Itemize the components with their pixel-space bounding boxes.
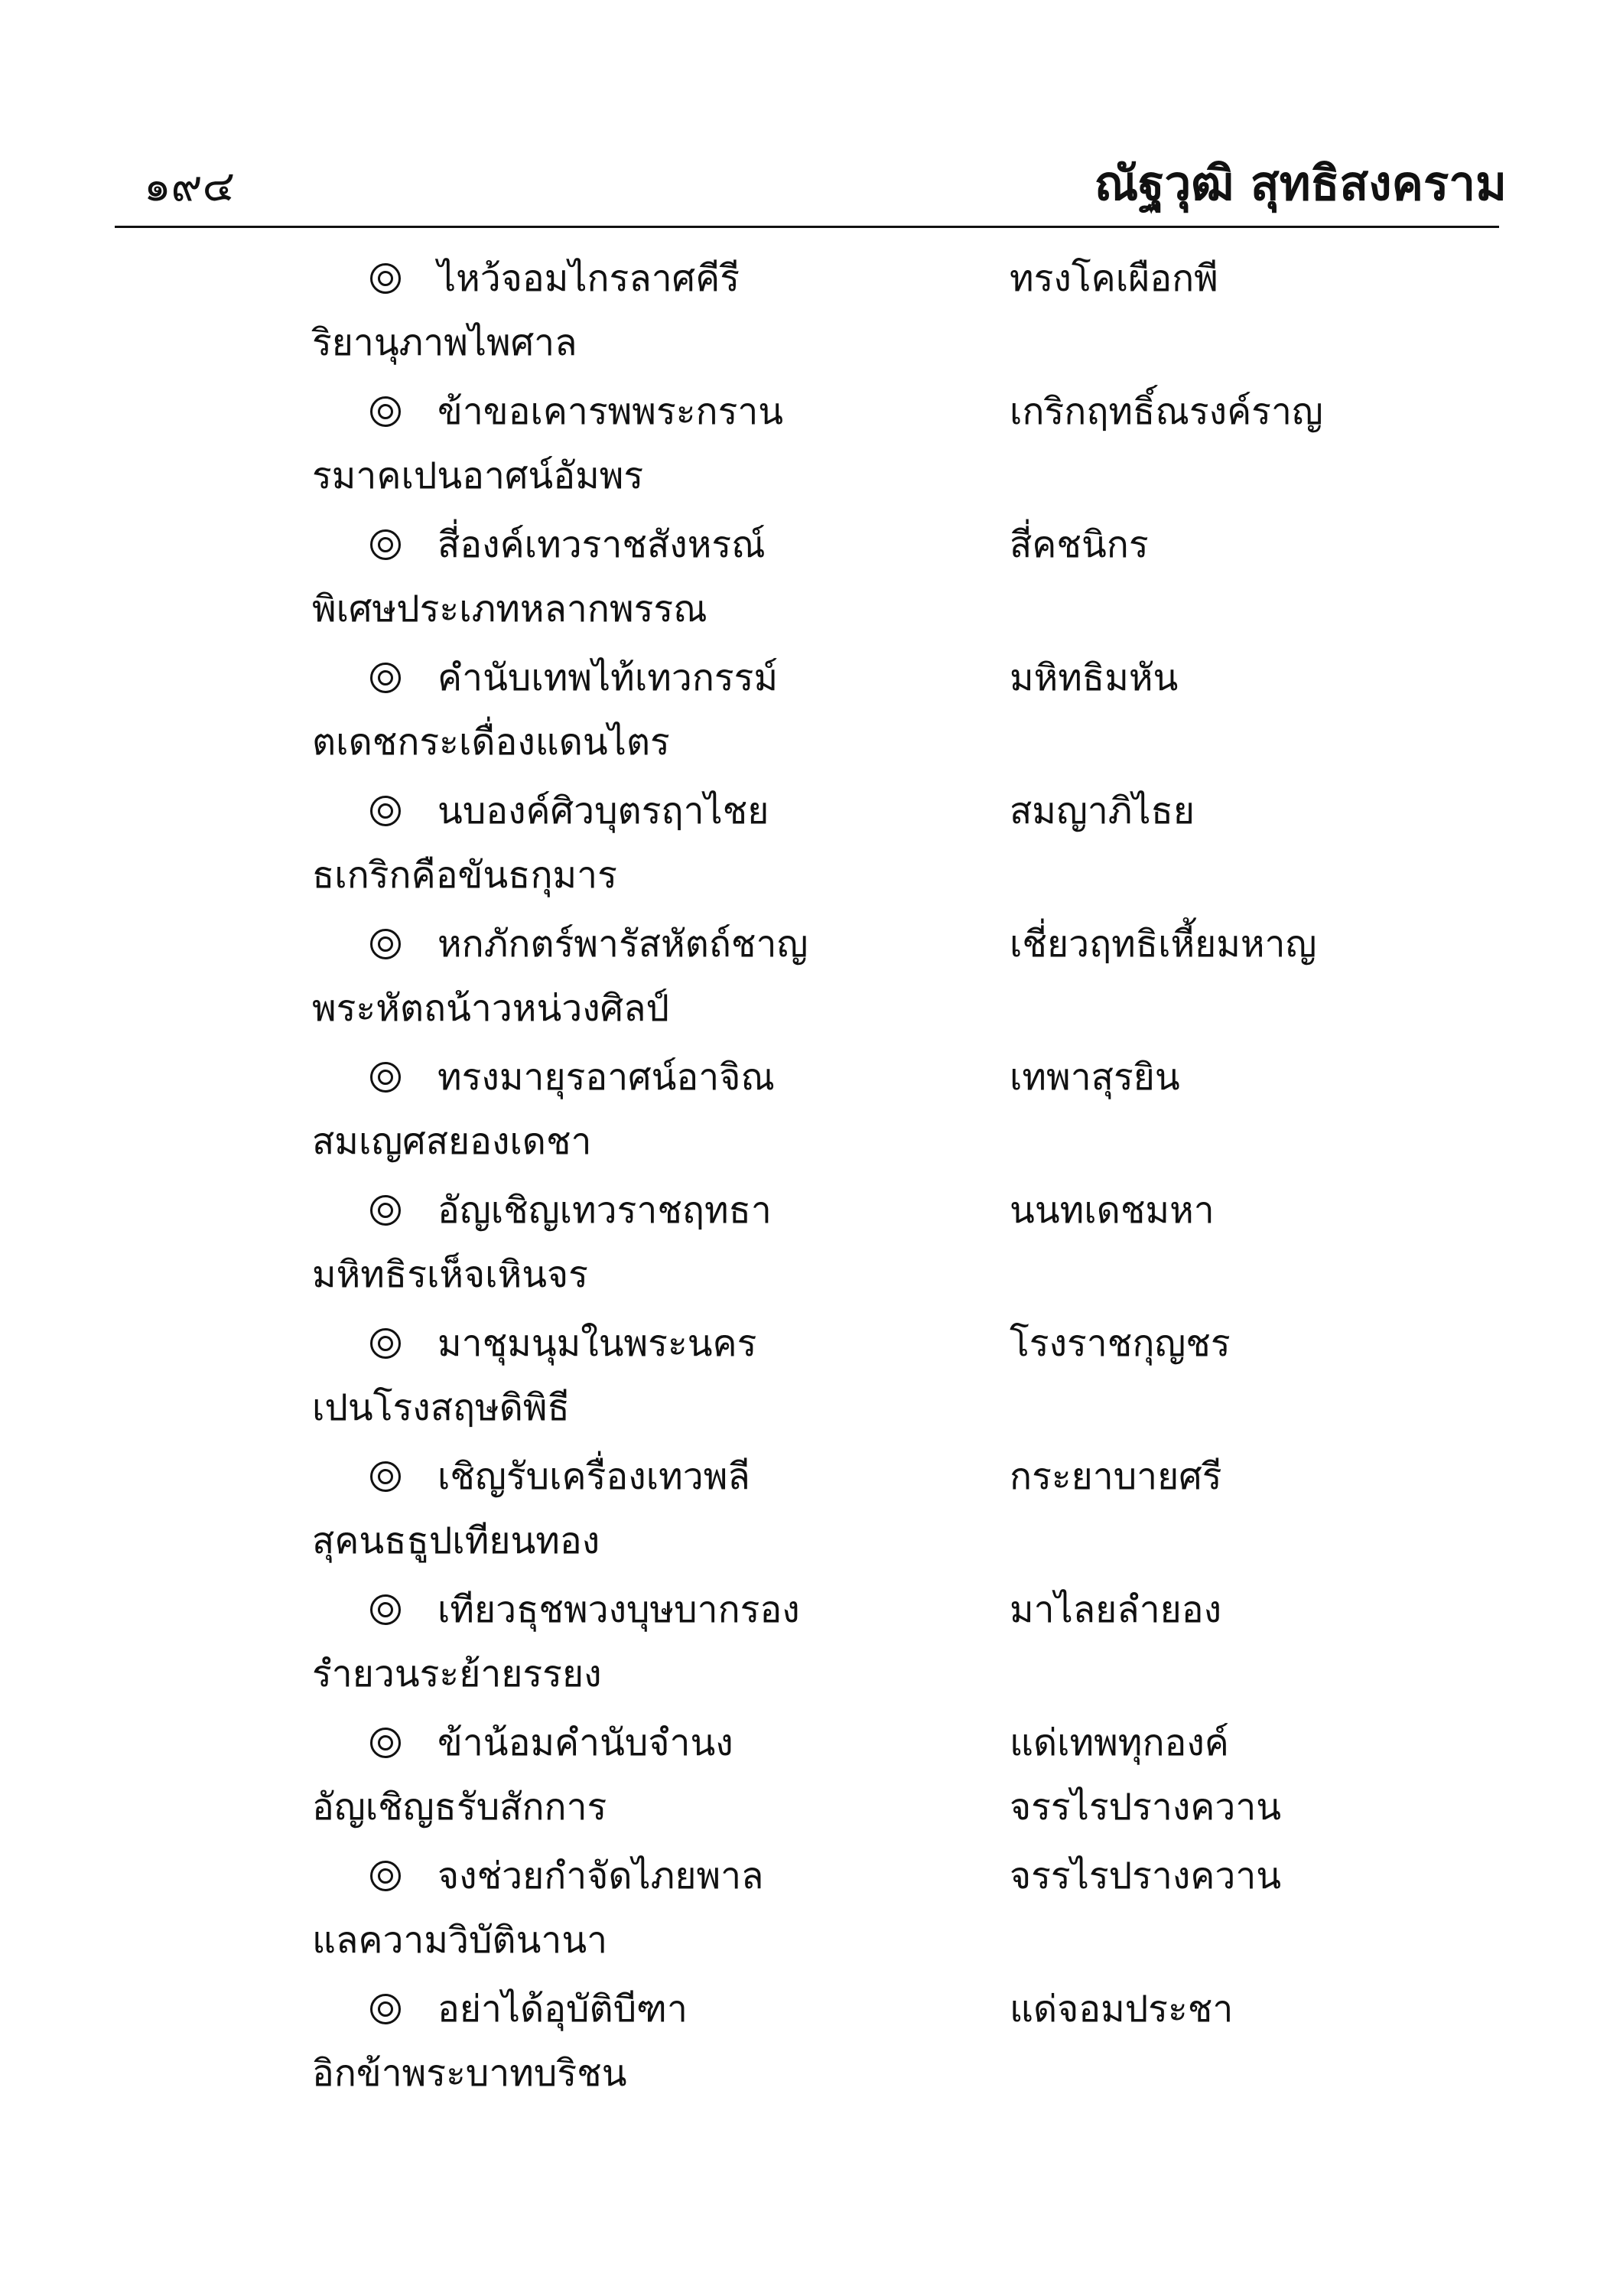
verse-stanza xyxy=(0,1844,1623,1977)
double-circle-bullet-icon xyxy=(370,263,401,294)
verse-stanza xyxy=(0,646,1623,779)
double-circle-bullet-icon xyxy=(370,1861,401,1891)
verse-hemistich-4: จรรไรปรางควาน xyxy=(1010,1786,1282,1829)
verse-hemistich-2: นนทเดชมหา xyxy=(1010,1189,1215,1232)
verse-line-first xyxy=(0,1850,1623,1908)
verse-hemistich-1: อัญเชิญเทวราชฤทธา xyxy=(437,1189,772,1232)
verse-line-first xyxy=(0,1584,1623,1642)
verse-hemistich-2: สี่คชนิกร xyxy=(1010,523,1149,566)
verse-hemistich-3: ริยานุภาพไพศาล xyxy=(312,321,577,364)
verse-hemistich-3: รมาคเปนอาศน์อัมพร xyxy=(312,454,644,497)
verse-hemistich-1: เทียวธุชพวงบุษบากรอง xyxy=(437,1588,800,1631)
verse-line-second xyxy=(0,1515,1623,1573)
verse-stanza xyxy=(0,1311,1623,1444)
verse-line-second xyxy=(0,1249,1623,1307)
verse-stanza xyxy=(0,513,1623,646)
verse-line-second xyxy=(0,1382,1623,1440)
verse-line-first xyxy=(0,1317,1623,1376)
verse-hemistich-3: พิเศษประเภทหลากพรรณ xyxy=(312,588,707,630)
verse-list xyxy=(0,246,1623,2110)
verse-hemistich-1: อย่าได้อุบัติบีฑา xyxy=(437,1988,688,2031)
header-rule xyxy=(115,226,1499,228)
verse-line-first xyxy=(0,1184,1623,1242)
double-circle-bullet-icon xyxy=(370,1994,401,2024)
verse-line-first xyxy=(0,918,1623,976)
verse-line-second xyxy=(0,1648,1623,1706)
verse-hemistich-2: แด่จอมประชา xyxy=(1010,1988,1234,2031)
verse-hemistich-3: ตเดชกระเดื่องแดนไตร xyxy=(312,721,670,764)
verse-hemistich-2: มาไลยลำยอง xyxy=(1010,1588,1222,1631)
verse-hemistich-1: ไหว้จอมไกรลาศคีรี xyxy=(437,257,740,300)
verse-line-second xyxy=(0,1914,1623,1972)
verse-line-second xyxy=(0,317,1623,375)
verse-hemistich-3: เปนโรงสฤษดิพิธี xyxy=(312,1386,570,1429)
verse-line-first xyxy=(0,785,1623,843)
verse-stanza xyxy=(0,246,1623,379)
verse-line-second xyxy=(0,1781,1623,1839)
verse-hemistich-2: ทรงโคเผือกพี xyxy=(1010,257,1218,300)
verse-line-second xyxy=(0,1115,1623,1174)
verse-hemistich-3: อัญเชิญธรับสักการ xyxy=(312,1786,607,1829)
verse-hemistich-3: อิกข้าพระบาทบริชน xyxy=(312,2052,627,2095)
verse-hemistich-2: เกริกฤทธิ์ณรงค์ราญ xyxy=(1010,390,1323,433)
verse-stanza xyxy=(0,1711,1623,1844)
double-circle-bullet-icon xyxy=(370,796,401,826)
verse-hemistich-1: จงช่วยกำจัดไภยพาล xyxy=(437,1855,764,1897)
verse-line-second xyxy=(0,849,1623,907)
verse-hemistich-1: นบองค์ศิวบุตรฤาไชย xyxy=(437,790,769,832)
verse-hemistich-2: จรรไรปรางควาน xyxy=(1010,1855,1282,1897)
verse-hemistich-3: สมเญศสยองเดชา xyxy=(312,1120,592,1163)
verse-hemistich-1: มาชุมนุมในพระนคร xyxy=(437,1322,757,1365)
verse-hemistich-2: สมญาภิไธย xyxy=(1010,790,1195,832)
verse-hemistich-3: พระหัตถน้าวหน่วงศิลป์ xyxy=(312,987,669,1030)
verse-line-first xyxy=(0,519,1623,577)
verse-hemistich-2: เทพาสุรยิน xyxy=(1010,1056,1180,1099)
verse-hemistich-2: เชี่ยวฤทธิเหี้ยมหาญ xyxy=(1010,923,1317,966)
page-author: ณัฐวุฒิ สุทธิสงคราม xyxy=(1094,155,1507,211)
verse-hemistich-3: ธเกริกคือขันธกุมาร xyxy=(312,854,617,897)
double-circle-bullet-icon xyxy=(370,663,401,693)
verse-hemistich-1: ข้าขอเคารพพระกราน xyxy=(437,390,784,433)
double-circle-bullet-icon xyxy=(370,1062,401,1093)
page-number: ๑๙๔ xyxy=(144,161,235,211)
verse-stanza xyxy=(0,912,1623,1045)
verse-hemistich-2: โรงราชกุญชร xyxy=(1010,1322,1231,1365)
verse-line-first xyxy=(0,1051,1623,1109)
verse-line-second xyxy=(0,2047,1623,2105)
verse-line-first xyxy=(0,386,1623,444)
double-circle-bullet-icon xyxy=(370,1328,401,1359)
verse-line-first xyxy=(0,1717,1623,1775)
verse-hemistich-3: แลความวิบัตินานา xyxy=(312,1919,608,1962)
verse-line-first xyxy=(0,1983,1623,2041)
double-circle-bullet-icon xyxy=(370,1461,401,1492)
verse-line-first xyxy=(0,1451,1623,1509)
verse-hemistich-3: มหิทธิรเห็จเหินจร xyxy=(312,1253,588,1296)
double-circle-bullet-icon xyxy=(370,929,401,959)
verse-hemistich-2: มหิทธิมหัน xyxy=(1010,656,1179,699)
verse-hemistich-1: เชิญรับเครื่องเทวพลี xyxy=(437,1455,750,1498)
verse-stanza xyxy=(0,379,1623,513)
verse-line-second xyxy=(0,450,1623,508)
verse-stanza xyxy=(0,779,1623,912)
double-circle-bullet-icon xyxy=(370,1594,401,1625)
double-circle-bullet-icon xyxy=(370,1195,401,1226)
verse-hemistich-1: ข้าน้อมคำนับจำนง xyxy=(437,1721,733,1764)
verse-line-second xyxy=(0,716,1623,774)
verse-hemistich-1: หกภักตร์พารัสหัตถ์ชาญ xyxy=(437,923,808,966)
verse-hemistich-1: ทรงมายุรอาศน์อาจิณ xyxy=(437,1056,775,1099)
double-circle-bullet-icon xyxy=(370,1728,401,1758)
verse-stanza xyxy=(0,1444,1623,1578)
verse-line-second xyxy=(0,982,1623,1041)
verse-stanza xyxy=(0,1977,1623,2110)
double-circle-bullet-icon xyxy=(370,396,401,427)
verse-hemistich-1: คำนับเทพไท้เทวกรรม์ xyxy=(437,656,779,699)
verse-stanza xyxy=(0,1045,1623,1178)
verse-hemistich-2: แด่เทพทุกองค์ xyxy=(1010,1721,1229,1764)
verse-line-second xyxy=(0,583,1623,641)
verse-stanza xyxy=(0,1578,1623,1711)
verse-hemistich-3: สุคนธธูปเทียนทอง xyxy=(312,1519,600,1562)
verse-stanza xyxy=(0,1178,1623,1311)
verse-line-first xyxy=(0,652,1623,710)
double-circle-bullet-icon xyxy=(370,529,401,560)
verse-hemistich-2: กระยาบายศรี xyxy=(1010,1455,1222,1498)
verse-line-first xyxy=(0,252,1623,311)
verse-hemistich-3: รำยวนระย้ายรรยง xyxy=(312,1653,602,1695)
verse-hemistich-1: สี่องค์เทวราชสังหรณ์ xyxy=(437,523,766,566)
